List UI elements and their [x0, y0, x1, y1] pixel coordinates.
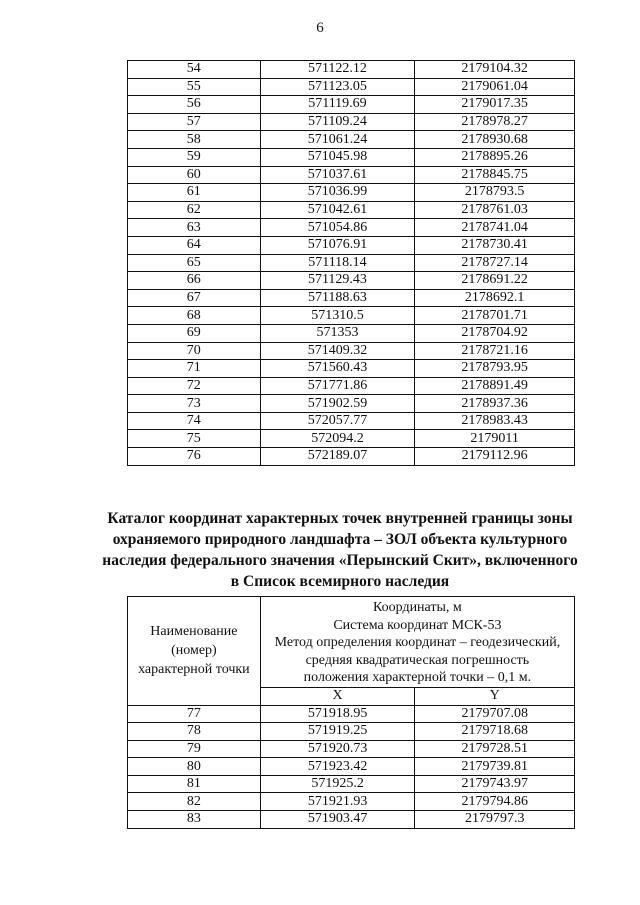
table-row	[128, 793, 575, 811]
y-coordinate-cell: 2179718.68	[415, 723, 575, 741]
table-row	[128, 723, 575, 741]
table-row	[128, 166, 575, 184]
y-coordinate-cell: 2178741.04	[415, 219, 575, 237]
point-number-cell: 56	[128, 96, 261, 114]
table-row	[128, 448, 575, 466]
y-coordinate-cell: 2179104.32	[415, 61, 575, 79]
y-coordinate-cell: 2179112.96	[415, 448, 575, 466]
x-coordinate-cell: 571188.63	[260, 289, 415, 307]
x-coordinate-cell: 571129.43	[260, 272, 415, 290]
x-coordinate-cell: 571560.43	[260, 360, 415, 378]
x-coordinate-cell: 571310.5	[260, 307, 415, 325]
y-coordinate-cell: 2178891.49	[415, 377, 575, 395]
x-coordinate-cell: 571118.14	[260, 254, 415, 272]
x-column-header: X	[260, 687, 415, 705]
y-coordinate-cell: 2178761.03	[415, 201, 575, 219]
table-row	[128, 705, 575, 723]
y-coordinate-cell: 2179061.04	[415, 78, 575, 96]
y-coordinate-cell: 2178721.16	[415, 342, 575, 360]
coordinates-table-body	[128, 61, 575, 466]
x-coordinate-cell: 572189.07	[260, 448, 415, 466]
y-coordinate-cell: 2178727.14	[415, 254, 575, 272]
table-row	[128, 131, 575, 149]
point-number-cell: 55	[128, 78, 261, 96]
header-line: Система координат МСК-53	[333, 617, 502, 633]
point-number-cell: 59	[128, 148, 261, 166]
y-coordinate-cell: 2178793.95	[415, 360, 575, 378]
point-number-cell: 73	[128, 395, 261, 413]
x-coordinate-cell: 571123.05	[260, 78, 415, 96]
y-coordinate-cell: 2178793.5	[415, 184, 575, 202]
x-coordinate-cell: 571409.32	[260, 342, 415, 360]
table-row	[128, 113, 575, 131]
table-row	[128, 342, 575, 360]
y-coordinate-cell: 2179797.3	[415, 811, 575, 829]
x-coordinate-cell: 571061.24	[260, 131, 415, 149]
y-coordinate-cell: 2178930.68	[415, 131, 575, 149]
y-coordinate-cell: 2178692.1	[415, 289, 575, 307]
point-number-cell: 64	[128, 236, 261, 254]
point-number-cell: 62	[128, 201, 261, 219]
y-coordinate-cell: 2178701.71	[415, 307, 575, 325]
x-coordinate-cell: 572057.77	[260, 412, 415, 430]
y-coordinate-cell: 2178704.92	[415, 324, 575, 342]
x-coordinate-cell: 571771.86	[260, 377, 415, 395]
table-row	[128, 307, 575, 325]
point-number-cell: 80	[128, 758, 261, 776]
header-line: (номер)	[171, 643, 217, 659]
header-line: средняя квадратическая погрешность	[305, 652, 530, 668]
point-number-cell: 71	[128, 360, 261, 378]
x-coordinate-cell: 571903.47	[260, 811, 415, 829]
table-row	[128, 360, 575, 378]
x-coordinate-cell: 571353	[260, 324, 415, 342]
x-coordinate-cell: 571918.95	[260, 705, 415, 723]
table-row	[128, 412, 575, 430]
point-number-cell: 66	[128, 272, 261, 290]
point-number-cell: 79	[128, 740, 261, 758]
y-coordinate-cell: 2179794.86	[415, 793, 575, 811]
point-number-cell: 61	[128, 184, 261, 202]
x-coordinate-cell: 571920.73	[260, 740, 415, 758]
table-row	[128, 758, 575, 776]
header-line: положения характерной точки – 0,1 м.	[303, 670, 532, 685]
table-row	[128, 395, 575, 413]
table-row	[128, 324, 575, 342]
point-number-cell: 58	[128, 131, 261, 149]
table-row	[128, 96, 575, 114]
inner-boundary-coordinates-table	[127, 596, 575, 829]
point-number-cell: 72	[128, 377, 261, 395]
x-coordinate-cell: 572094.2	[260, 430, 415, 448]
y-coordinate-cell: 2179011	[415, 430, 575, 448]
table-row	[128, 201, 575, 219]
x-coordinate-cell: 571109.24	[260, 113, 415, 131]
catalog-title: Каталог координат характерных точек внутренней границы зоны охраняемого природного ландшафта – ЗОЛ объекта культурного наследия федерального значения «Перынский Скит», включенного в Список всемирного наследия	[102, 510, 578, 590]
x-coordinate-cell: 571919.25	[260, 723, 415, 741]
coordinates-header	[260, 597, 574, 688]
x-coordinate-cell: 571925.2	[260, 775, 415, 793]
x-coordinate-cell: 571921.93	[260, 793, 415, 811]
table-row	[128, 811, 575, 829]
table-row	[128, 61, 575, 79]
table-row	[128, 148, 575, 166]
table-row	[128, 219, 575, 237]
table-row	[128, 78, 575, 96]
y-coordinate-cell: 2178983.43	[415, 412, 575, 430]
point-number-cell: 75	[128, 430, 261, 448]
x-coordinate-cell: 571037.61	[260, 166, 415, 184]
table-row	[128, 289, 575, 307]
y-coordinate-cell: 2178730.41	[415, 236, 575, 254]
y-column-header: Y	[415, 687, 575, 705]
point-number-cell: 63	[128, 219, 261, 237]
x-coordinate-cell: 571122.12	[260, 61, 415, 79]
x-coordinate-cell: 571119.69	[260, 96, 415, 114]
point-number-cell: 82	[128, 793, 261, 811]
y-coordinate-cell: 2179739.81	[415, 758, 575, 776]
point-number-cell: 77	[128, 705, 261, 723]
header-line: Наименование	[150, 624, 238, 640]
point-number-cell: 69	[128, 324, 261, 342]
x-coordinate-cell: 571036.99	[260, 184, 415, 202]
y-coordinate-cell: 2178978.27	[415, 113, 575, 131]
y-coordinate-cell: 2179017.35	[415, 96, 575, 114]
x-coordinate-cell: 571042.61	[260, 201, 415, 219]
x-coordinate-cell: 571054.86	[260, 219, 415, 237]
header-line: Метод определения координат – геодезический,	[274, 635, 561, 650]
y-coordinate-cell: 2178937.36	[415, 395, 575, 413]
point-number-cell: 76	[128, 448, 261, 466]
header-line: характерной точки	[138, 662, 250, 678]
table-row	[128, 236, 575, 254]
y-coordinate-cell: 2178691.22	[415, 272, 575, 290]
coordinates-table-continued	[127, 60, 575, 466]
y-coordinate-cell: 2179743.97	[415, 775, 575, 793]
table-row	[128, 377, 575, 395]
x-coordinate-cell: 571923.42	[260, 758, 415, 776]
coordinates-table-body	[128, 705, 575, 828]
header-line: Координаты, м	[372, 600, 462, 615]
y-coordinate-cell: 2178845.75	[415, 166, 575, 184]
y-coordinate-cell: 2179728.51	[415, 740, 575, 758]
table-row	[128, 254, 575, 272]
point-number-cell: 83	[128, 811, 261, 829]
table-row	[128, 272, 575, 290]
point-number-cell: 67	[128, 289, 261, 307]
point-number-cell: 57	[128, 113, 261, 131]
table-header	[128, 597, 575, 706]
table-row	[128, 775, 575, 793]
y-coordinate-cell: 2178895.26	[415, 148, 575, 166]
x-coordinate-cell: 571076.91	[260, 236, 415, 254]
point-number-cell: 74	[128, 412, 261, 430]
y-coordinate-cell: 2179707.08	[415, 705, 575, 723]
x-coordinate-cell: 571902.59	[260, 395, 415, 413]
point-number-cell: 81	[128, 775, 261, 793]
x-coordinate-cell: 571045.98	[260, 148, 415, 166]
point-number-cell: 68	[128, 307, 261, 325]
table-row	[128, 740, 575, 758]
point-name-header	[128, 597, 261, 706]
point-number-cell: 78	[128, 723, 261, 741]
page-number: 6	[316, 20, 324, 36]
table-row	[128, 430, 575, 448]
point-number-cell: 54	[128, 61, 261, 79]
table-row	[128, 184, 575, 202]
point-number-cell: 65	[128, 254, 261, 272]
point-number-cell: 70	[128, 342, 261, 360]
point-number-cell: 60	[128, 166, 261, 184]
